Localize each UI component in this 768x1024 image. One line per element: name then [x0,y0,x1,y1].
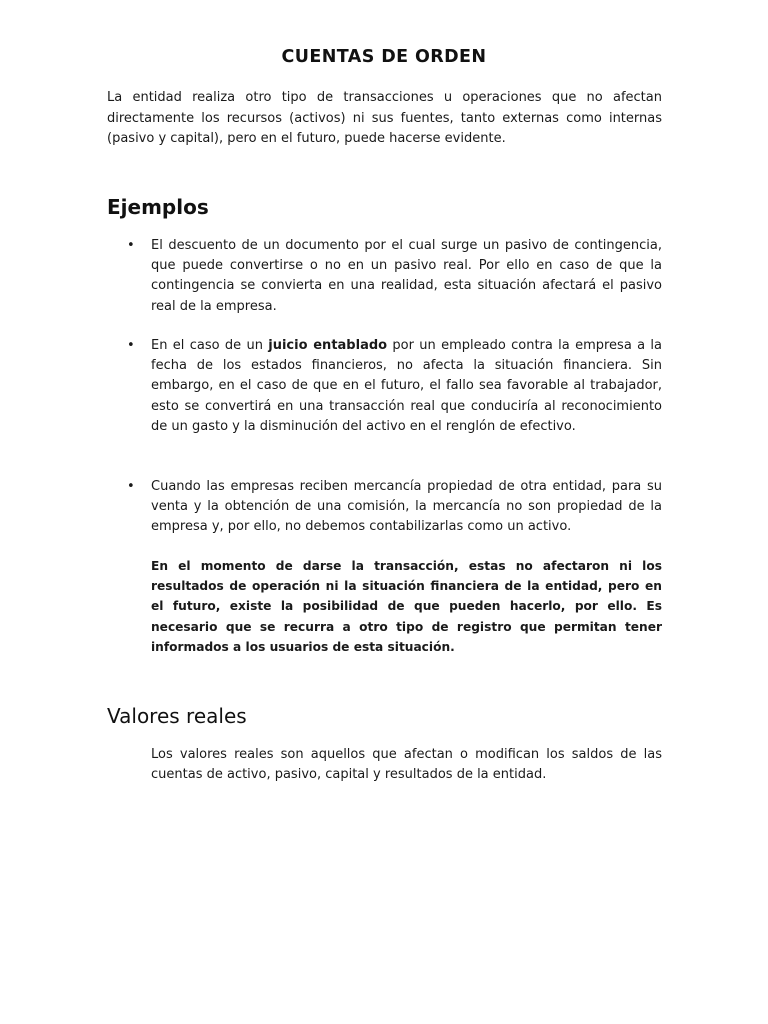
list-item [127,236,662,317]
list-item [127,336,662,437]
list-item-text-before: En el caso de un [151,338,269,353]
list-item-text-after: por un empleado contra la empresa a la fecha de los estados financieros, no afecta la situación financiera. Sin embargo, en el caso de que en el futuro, el fallo sea favorable al trabajador, esto se convertirá en una transacción real que conduciría al reconocimiento de un gasto y la disminución del activo en el renglón de efectivo. [151,338,662,434]
list-item-text: El descuento de un documento por el cual surge un pasivo de contingencia, que puede convertirse o no en un pasivo real. Por ello en caso de que la contingencia se convierta en una realidad, esta situación afectará el pasivo real de la empresa. [151,238,662,314]
page-title: CUENTAS DE ORDEN [281,47,487,67]
list-item-bold-term: juicio entablado [268,338,388,353]
intro-paragraph: La entidad realiza otro tipo de transacciones u operaciones que no afectan directamente los recursos (activos) ni sus fuentes, tanto externas como internas (pasivo y capital), pero en el futuro, puede hacerse evidente. [107,90,662,146]
valores-reales-heading: Valores reales [107,704,247,728]
ejemplos-heading: Ejemplos [107,195,209,219]
valores-reales-paragraph: Los valores reales son aquellos que afectan o modifican los saldos de las cuentas de activo, pasivo, capital y resultados de la entidad. [151,747,662,783]
bold-note-paragraph: En el momento de darse la transacción, estas no afectaron ni los resultados de operación ni la situación financiera de la entidad, pero en el futuro, existe la posibilidad de que pueden hacerlo, por ello. Es necesario que se recurra a otro tipo de registro que permitan tener informados a los usuarios de esta situación. [151,559,662,654]
list-item [127,477,662,538]
bullet-icon: • [127,238,135,253]
bullet-icon: • [127,338,135,353]
list-item-text: Cuando las empresas reciben mercancía propiedad de otra entidad, para su venta y la obtención de una comisión, la mercancía no son propiedad de la empresa y, por ello, no debemos contabilizarlas como un activo. [151,479,662,535]
bullet-icon: • [127,479,135,494]
